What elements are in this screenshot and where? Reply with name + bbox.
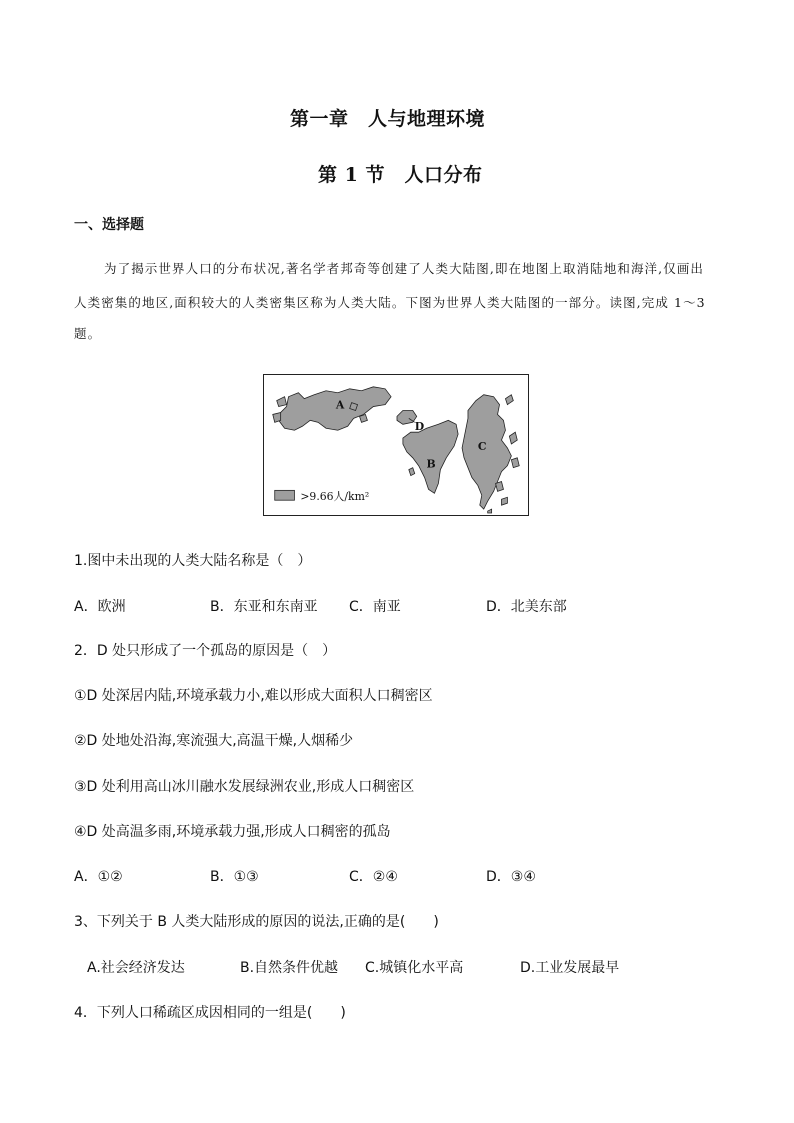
question-1-option-a: A．欧洲 <box>74 599 126 615</box>
intro-line-2: 人类密集的地区,面积较大的人类密集区称为人类大陆。下图为世界人类大陆图的一部分。读图,完成 1～3 <box>74 295 706 310</box>
question-4-stem: 4．下列人口稀疏区成因相同的一组是( ) <box>74 1005 346 1021</box>
question-2-statement-3: ③D 处利用高山冰川融水发展绿洲农业,形成人口稠密区 <box>74 779 415 795</box>
question-1-option-d: D．北美东部 <box>486 599 567 615</box>
question-3-option-d: D.工业发展最早 <box>520 960 620 976</box>
question-3-option-a: A.社会经济发达 <box>87 960 185 976</box>
map-label-a: A <box>335 398 345 412</box>
intro-line-3: 题。 <box>74 326 102 341</box>
question-2-option-d: D．③④ <box>486 869 536 885</box>
question-2-statement-1: ①D 处深居内陆,环境承载力小,难以形成大面积人口稠密区 <box>74 688 433 704</box>
question-1-stem: 1.图中未出现的人类大陆名称是（ ） <box>74 553 312 569</box>
question-2-option-c: C．②④ <box>349 869 398 885</box>
part-heading: 一、选择题 <box>74 217 144 233</box>
map-label-c: C <box>477 439 487 453</box>
question-1-option-b: B．东亚和东南亚 <box>210 599 318 615</box>
legend-swatch <box>275 490 295 500</box>
question-3-option-c: C.城镇化水平高 <box>365 960 464 976</box>
intro-line-1: 为了揭示世界人口的分布状况,著名学者邦奇等创建了人类大陆图,即在地图上取消陆地和海洋,仅画出 <box>104 261 705 276</box>
map-label-d: D <box>414 420 425 434</box>
chapter-title: 第一章 人与地理环境 <box>290 108 486 130</box>
world-human-continent-map <box>263 374 529 516</box>
question-2-stem: 2．D 处只形成了一个孤岛的原因是（ ） <box>74 643 337 659</box>
question-3-stem: 3、下列关于 B 人类大陆形成的原因的说法,正确的是( ) <box>74 914 439 930</box>
question-2-statement-4: ④D 处高温多雨,环境承载力强,形成人口稠密的孤岛 <box>74 824 391 840</box>
question-2-option-a: A．①② <box>74 869 123 885</box>
question-1-option-c: C．南亚 <box>349 599 401 615</box>
legend-text: >9.66人/km² <box>300 490 370 504</box>
question-2-option-b: B．①③ <box>210 869 259 885</box>
section-title: 第 1 节 人口分布 <box>318 164 483 186</box>
question-2-statement-2: ②D 处地处沿海,寒流强大,高温干燥,人烟稀少 <box>74 733 354 749</box>
question-3-option-b: B.自然条件优越 <box>240 960 339 976</box>
map-label-b: B <box>426 457 436 471</box>
